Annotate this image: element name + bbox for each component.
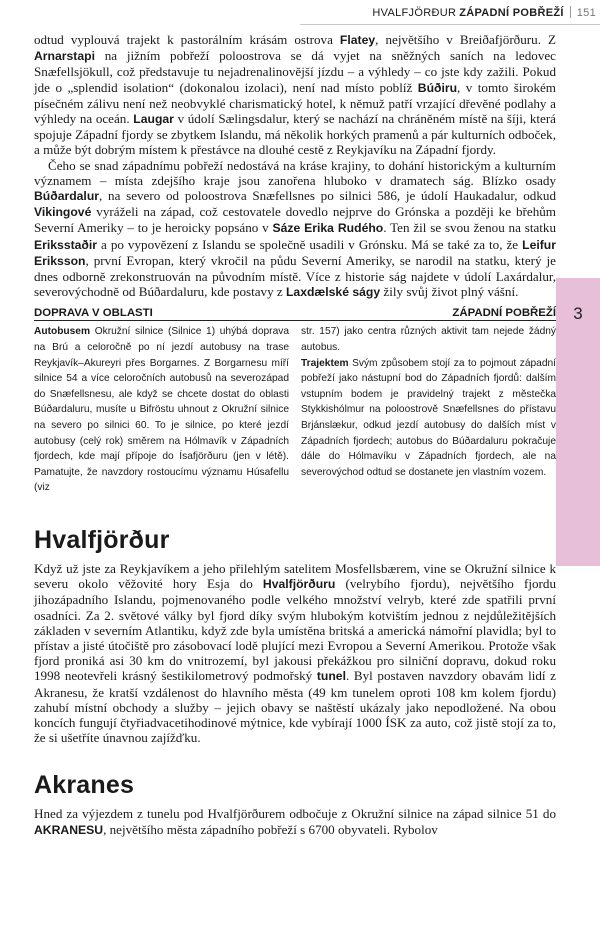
text-run: žily svůj život plný vášní. — [380, 284, 519, 300]
transport-box-header — [34, 307, 556, 321]
hvalfjordur-paragraph — [34, 561, 556, 745]
text-run: . Byl postaven navzdory obavám lidí z Akranesu, že kratší vzdálenost do hlavního města (49 km tunelem oproti 108 km kolem fjordu) zahubí místní obchody a služby – jejich obavy se naštěstí ukázaly jako nepodložené. Na obou koncích fungují čtyřiadvacetihodinové mýtnice, kde vybírají 1000 ÍSK za auto, což jistě stojí za to, že si ušetříte únavnou zajížďku. — [34, 668, 556, 746]
text-run: a po vypovězení z Islandu se společně usadili v Grónsku. Má se také za to, že — [97, 236, 523, 252]
transport-box-region: ZÁPADNÍ POBŘEŽÍ — [452, 307, 556, 320]
running-head — [300, 6, 596, 24]
transport-box-column-1 — [34, 324, 289, 496]
ferry-heading: Trajektem — [301, 357, 349, 369]
text-run: odtud vyplouvá trajekt k pastorálním krásám ostrova — [34, 32, 340, 47]
page-number: 151 — [576, 7, 596, 19]
transport-box-title: DOPRAVA V OBLASTI — [34, 307, 153, 320]
text-run: Když už jste za Reykjavíkem a jeho přilehlým satelitem Mosfellsbærem, vine se Okružní silnice k severu okolo věžovité hory Esja do — [34, 560, 556, 592]
place-budiru: Búðiru — [417, 80, 458, 95]
term-vikingove: Vikingové — [34, 205, 92, 220]
place-akranes: AKRANESU — [34, 822, 104, 837]
akranes-paragraph — [34, 806, 556, 837]
place-hvalfjordur: Hvalfjörðuru — [262, 577, 336, 592]
place-eriksstadir: Eriksstaðir — [34, 237, 98, 252]
bus-text: Okružní silnice (Silnice 1) uhýbá doprava na Brú a celoročně po ní jezdí autobusy na trase Reykjavík–Akureyri přes Borgarnes. Z Borgarnesu míří silnice 54 a více celoročních autobusů na severozápad do Snæfellsnesu, ale když se chcete dostat do oblasti Búðardaluru, musíte u Bifröstu uhnout z Okružní silnice na severo po silnici 60. To je silnice, po které jezdí autobusy (celý rok) směrem na Hólmavík v Západních fjordech, kde mají přípoje do Ísafjörðuru (jen v létě). Pamatujte, že navzdory rostoucímu významu Húsafellu (viz — [34, 326, 289, 494]
bus-paragraph — [34, 324, 289, 496]
term-saga-erika: Sáze Erika Rudého — [272, 221, 384, 236]
place-laugar: Laugar — [133, 112, 174, 127]
place-flatey: Flatey — [339, 33, 376, 47]
bus-continuation: str. 157) jako centra různých aktivit tam nejede žádný autobus. — [301, 326, 556, 354]
running-head-location: HVALFJÖRÐUR — [372, 7, 457, 19]
intro-paragraph-2 — [34, 158, 556, 301]
bus-heading: Autobusem — [34, 326, 91, 338]
text-run: Čeho se snad západnímu pobřeží nedostává na kráse krajiny, to dohání historickým a kulturním významem – místa zdejšího kraje jsou zanořena hluboko v dramatech ság. Blízko osady — [34, 157, 556, 188]
section-title-akranes: Akranes — [34, 771, 135, 800]
term-tunel: tunel — [316, 669, 346, 684]
ferry-text: Svým způsobem stojí za to pojmout západní pobřeží jako nástupní bod do Západních fjordů: dalším vstupním bodem je pravidelný trajekt z městečka Stykkishólmur na poloostrově Snæfellsnes do přístavu Brjánslækur, odkud jezdí autobusy do dalších míst v Západních fjordech; autobus do Búðardaluru pokračuje dále do Hólmavíku v Západních fjordech, ale na severovýchod odtud se dostanete jen vlastním vozem. — [301, 357, 556, 478]
page-content — [34, 32, 556, 838]
intro-paragraph-1 — [34, 32, 556, 158]
text-run: , největšího města západního pobřeží s 6700 obyvateli. Rybolov — [103, 821, 438, 837]
chapter-tab — [556, 278, 600, 566]
text-run: , v tomto širokém písečném zálivu není než neobvyklé charismatický hotel, k němuž patří vrzající dřevěné podlahy a výhledy na oceán. — [34, 79, 556, 127]
section-title-hvalfjordur: Hvalfjörður — [34, 525, 170, 554]
place-arnarstapi: Arnarstapi — [34, 49, 95, 64]
running-head-separator — [570, 6, 571, 18]
transport-box-column-2 — [301, 324, 556, 496]
text-run: , největšího v Breiðafjörðuru. Z — [375, 32, 556, 47]
text-run: (velrybího fjordu), největšího fjordu jihozápadního Islandu, pojmenovaného podle velkého množství velryb, které zde spatřili první osadníci. Za 2. světové války byl fjord díky svým hlubokým kotvištím jednou z nejdůležitějších základen v severním Atlantiku, když zde byla umístěna britská a americká námořní plavidla; byl to přístav a jisté útočiště pro zásobovací lodě plující mezi Evropou a Severní Amerikou. Protože však fjord proniká asi 30 km do vnitrozemí, byl jakousi překážkou pro silniční dopravu, dokud roku 1998 neotevřeli krásný šestikilometrový podmořský — [34, 576, 556, 684]
header-rule — [300, 24, 600, 25]
text-run: , na severo od poloostrova Snæfellsnes po silnici 586, je údolí Haukadalur, odkud — [99, 188, 556, 204]
text-run: na jižním pobřeží poloostrova se dá vyjet na sněžných saních na ledovec Snæfellsjökull, což představuje tu nejadrenalinovější jízdu – a výhledy – co jste kdy zažili. Pokud jde o „splendid isolation“ (dokonalou izolaci), není nad místo poblíž — [34, 48, 556, 95]
text-run: . Ten žil se svou ženou na statku — [383, 220, 556, 236]
chapter-number: 3 — [573, 304, 583, 323]
transport-box — [34, 307, 556, 496]
place-budardalur: Búðardalur — [34, 189, 100, 204]
transport-box-body — [34, 324, 556, 496]
text-run: , první Evropan, který vkročil na půdu Severní Ameriky, se narodil na statku, který je dnes odborně zrekonstruován na původním místě. Více z historie ság najdete v údolí Laxárdalur, severovýchodně od Búðardaluru, kde postavy z — [34, 252, 556, 300]
term-laxdaelska-saga: Laxdælské ságy — [285, 285, 381, 300]
running-head-region: ZÁPADNÍ POBŘEŽÍ — [459, 7, 564, 19]
person-leifur-eriksson: Leifur Eriksson — [34, 237, 556, 268]
text-run: vyráželi na západ, což cestovatele dovedlo nejprve do Grónska a později ke břehům Severní Ameriky – to je heroicky popsáno v — [34, 204, 556, 236]
text-run: v údolí Sælingsdalur, který se nachází na chráněném místě na šíji, která spojuje Západní fjordy se zbytkem Islandu, má několik horkých pramenů a pár kulturních odboček, a může být dobrým místem k přestávce na dlouhé cestě z Reykjavíku na Západní fjordy. — [34, 111, 556, 158]
ferry-paragraph — [301, 356, 556, 481]
text-run: Hned za výjezdem z tunelu pod Hvalfjörðurem odbočuje z Okružní silnice na západ silnice 51 do — [34, 806, 556, 822]
